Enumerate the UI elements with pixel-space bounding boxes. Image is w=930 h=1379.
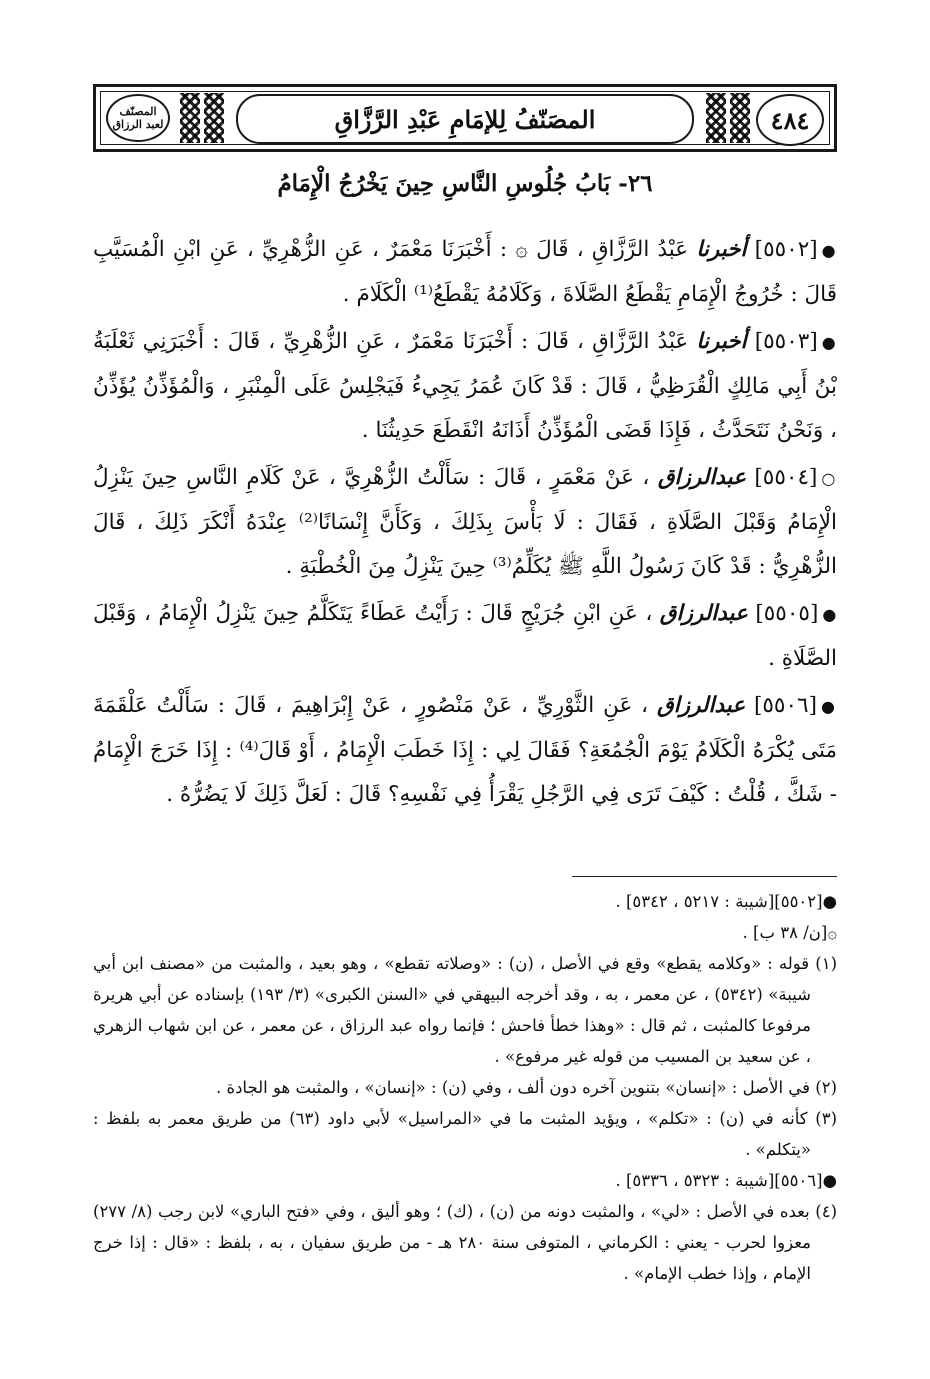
footnote-item: (٣) كأنه في (ن) : «تكلم» ، ويؤيد المثبت ما في «المراسيل» لأبي داود (٦٣) من طريق معمر به بلفظ : «يتكلم» . — [93, 1109, 837, 1159]
hadith-marker: ● — [821, 333, 837, 352]
footnote-ref: ●[٥٥٠٢][شيبة : ٥٢١٧ ، ٥٣٤٢] . — [615, 892, 837, 911]
hadith-text: عَبْدُ الرَّزَّاقِ ، قَالَ : أَخْبَرَنَا مَعْمَرٌ ، عَنِ الزُّهْرِيِّ ، قَالَ : أَخْبَرَنِي ثَعْلَبَةُ بْنُ أَبِي مَالِكٍ الْقُرَظِيُّ ، قَالَ : قَدْ كَانَ عُمَرُ يَجِيءُ فَيَجْلِسُ عَلَى الْمِنْبَرِ ، وَالْمُؤَذِّنُ يُؤَذِّنُ ، وَنَحْنُ نَتَحَدَّثُ ، فَإِذَا قَضَى الْمُؤَذِّنُ أَذَانَهُ انْقَطَعَ حَدِيثُنَا . — [93, 329, 837, 443]
hadith-5506 — [93, 684, 837, 817]
hadith-narrator: أخبرنا — [696, 329, 747, 354]
hadith-marker: ● — [821, 241, 837, 260]
hadith-5503 — [93, 320, 837, 453]
hadith-marker: ● — [820, 697, 837, 716]
hadith-text: عَبْدُ الرَّزَّاقِ ، قَالَ ۞ : أَخْبَرَنَا مَعْمَرٌ ، عَنِ الزُّهْرِيِّ ، عَنِ ابْنِ الْمُسَيَّبِ قَالَ : خُرُوجُ الْإِمَامِ يَقْطَعُ الصَّلَاةَ ، وَكَلَامُهُ يَقْطَعُ⁽¹⁾ الْكَلَامَ . — [93, 237, 837, 307]
hadith-text: ، عَنْ مَعْمَرٍ ، قَالَ : سَأَلْتُ الزُّهْرِيَّ ، عَنْ كَلَامِ النَّاسِ حِينَ يَنْزِلُ الْإِمَامُ وَقَبْلَ الصَّلَاةِ ، فَقَالَ : لَا بَأْسَ بِذَلِكَ ، وَكَأَنَّ إِنْسَانًا⁽²⁾ عِنْدَهُ أَنْكَرَ ذَلِكَ ، قَالَ الزُّهْرِيُّ : قَدْ كَانَ رَسُولُ اللَّهِ ﷺ يُكَلِّمُ⁽³⁾ حِينَ يَنْزِلُ مِنَ الْخُطْبَةِ . — [93, 465, 837, 579]
main-text — [93, 228, 837, 820]
page-number: ٤٨٤ — [756, 94, 824, 146]
hadith-number: [٥٥٠٥] — [755, 601, 819, 626]
hadith-text: ، عَنِ ابْنِ جُرَيْجٍ قَالَ : رَأَيْتُ عَطَاءً يَتَكَلَّمُ حِينَ يَنْزِلُ الْإِمَامُ ، وَقَبْلَ الصَّلَاةِ . — [93, 601, 837, 671]
ornament-band-icon — [180, 93, 200, 143]
hadith-marker: ○ — [821, 469, 838, 488]
ornament-band-icon — [730, 93, 750, 143]
hadith-marker: ● — [822, 605, 837, 624]
hadith-5505 — [93, 592, 837, 681]
hadith-5502 — [93, 228, 837, 317]
hadith-number: [٥٥٠٦] — [753, 693, 817, 718]
book-emblem: المصنّف لعبد الرزاق — [106, 94, 170, 142]
footnote-ref: ۞[ن/ ٣٨ ب] . — [742, 923, 837, 942]
footnote-item: (٢) في الأصل : «إنسان» بتنوين آخره دون ألف ، وفي (ن) : «إنسان» ، والمثبت هو الجادة . — [215, 1078, 837, 1097]
ornament-band-icon — [706, 93, 726, 143]
footnote-item: (٤) بعده في الأصل : «لي» ، والمثبت دونه من (ن) ، (ك) ؛ وهو أليق ، وفي «فتح الباري» لابن رجب (٨/ ٢٧٧) معزوا لحرب - يعني : الكرماني ، المتوفى سنة ٢٨٠ هـ - من طريق سفيان ، به ، بلفظ : «قال : إذا خرج الإمام ، وإذا خطب الإمام» . — [93, 1202, 837, 1283]
hadith-number: [٥٥٠٣] — [754, 329, 818, 354]
hadith-narrator: عبدالرزاق — [659, 601, 748, 626]
footnote-ref: ●[٥٥٠٦][شيبة : ٥٣٢٣ ، ٥٣٣٦] . — [615, 1171, 837, 1190]
hadith-number: [٥٥٠٤] — [754, 465, 818, 490]
hadith-narrator: أخبرنا — [696, 237, 747, 262]
footnote-item: (١) قوله : «وكلامه يقطع» وقع في الأصل ، (ن) : «وصلاته تقطع» ، وهو بعيد ، والمثبت من «مصنف ابن أبي شيبة» (٥٣٤٢) ، عن معمر ، به ، وقد أخرجه البيهقي في «السنن الكبرى» (٣/ ١٩٣) بإسناده عن أبي هريرة مرفوعا كالمثبت ، ثم قال : «وهذا خطأ فاحش ؛ فإنما رواه عبد الرزاق ، عن معمر ، عن ابن شهاب الزهري ، عن سعيد بن المسيب من قوله غير مرفوع» . — [93, 954, 837, 1066]
ornament-band-icon — [204, 93, 224, 143]
footnotes — [93, 886, 837, 1289]
page-header — [93, 84, 837, 152]
hadith-number: [٥٥٠٢] — [754, 237, 818, 262]
hadith-5504 — [93, 456, 837, 589]
hadith-text: ، عَنِ الثَّوْرِيِّ ، عَنْ مَنْصُورٍ ، عَنْ إِبْرَاهِيمَ ، قَالَ : سَأَلْتُ عَلْقَمَةَ مَتَى يُكْرَهُ الْكَلَامُ يَوْمَ الْجُمُعَةِ؟ فَقَالَ لِي : إِذَا خَطَبَ الْإِمَامُ ، أَوْ قَالَ⁽⁴⁾ : إِذَا خَرَجَ الْإِمَامُ - شَكَّ ، قُلْتُ : كَيْفَ تَرَى فِي الرَّجُلِ يَقْرَأُ فِي نَفْسِهِ؟ قَالَ : لَعَلَّ ذَلِكَ لَا يَضُرُّهُ . — [93, 693, 838, 807]
chapter-title: ٢٦- بَابُ جُلُوسِ النَّاسِ حِينَ يَخْرُجُ الْإِمَامُ — [277, 170, 653, 197]
footnote-divider — [572, 876, 837, 877]
hadith-narrator: عبدالرزاق — [657, 465, 746, 490]
running-title: المصَنّفُ لِلإمَامِ عَبْدِ الرَّزَّاقِ — [236, 94, 694, 144]
hadith-narrator: عبدالرزاق — [657, 693, 746, 718]
